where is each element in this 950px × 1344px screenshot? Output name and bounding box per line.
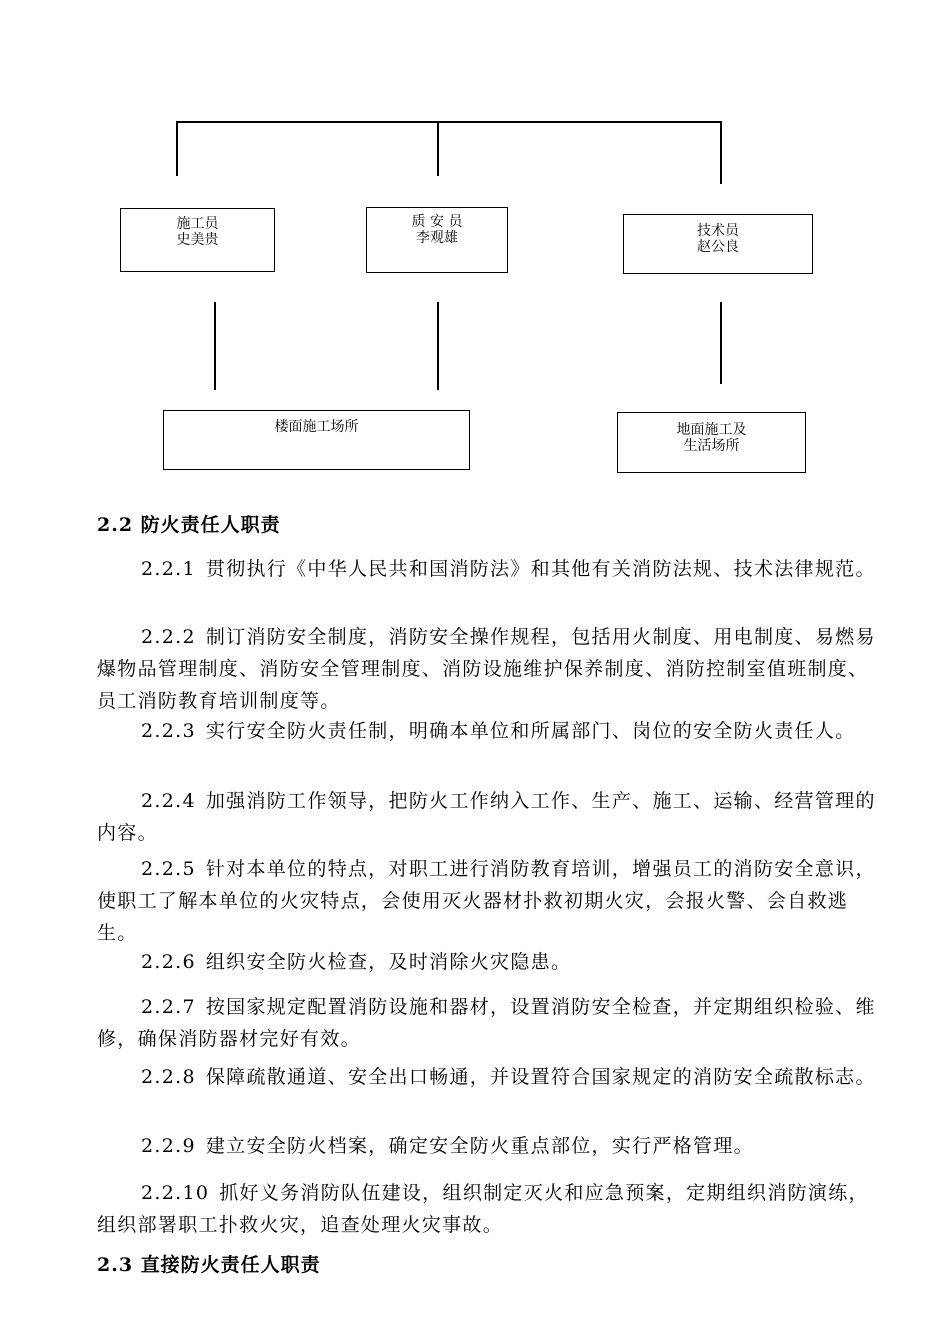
clause-number: 2.2.5 bbox=[141, 858, 196, 880]
connector-left-drop bbox=[176, 121, 178, 176]
clause-number: 2.2.6 bbox=[141, 951, 196, 973]
clause-2-2-5 bbox=[97, 853, 887, 949]
clause-2-2-7 bbox=[97, 991, 887, 1055]
clause-text: 按国家规定配置消防设施和器材，设置消防安全检查，并定期组织检验、维修，确保消防器材完好有效。 bbox=[97, 996, 876, 1050]
section-heading-2-3: 2.3 直接防火责任人职责 bbox=[97, 1254, 321, 1276]
clause-number: 2.2.10 bbox=[141, 1182, 210, 1204]
org-box-person: 李观雄 bbox=[416, 230, 458, 246]
clause-number: 2.2.2 bbox=[141, 626, 196, 648]
clause-2-2-6 bbox=[97, 946, 571, 978]
clause-number: 2.2.3 bbox=[141, 720, 196, 742]
clause-text: 建立安全防火档案，确定安全防火重点部位，实行严格管理。 bbox=[205, 1135, 754, 1157]
clause-2-2-10 bbox=[97, 1177, 887, 1241]
org-box-quality-safety bbox=[366, 207, 508, 273]
org-box-person: 赵公良 bbox=[697, 239, 739, 255]
connector-right-drop bbox=[720, 121, 722, 184]
clause-text: 加强消防工作领导，把防火工作纳入工作、生产、施工、运输、经营管理的内容。 bbox=[97, 790, 876, 844]
clause-text: 抓好义务消防队伍建设，组织制定灭火和应急预案，定期组织消防演练，组织部署职工扑救火灾，追查处理火灾事故。 bbox=[97, 1182, 869, 1236]
clause-2-2-9 bbox=[97, 1130, 754, 1162]
clause-number: 2.2.4 bbox=[141, 790, 196, 812]
clause-2-2-4 bbox=[97, 785, 887, 849]
clause-number: 2.2.8 bbox=[141, 1066, 196, 1088]
clause-number: 2.2.9 bbox=[141, 1135, 196, 1157]
site-box-ground-living bbox=[617, 412, 806, 473]
clause-number: 2.2.7 bbox=[141, 996, 196, 1018]
connector-right-lower bbox=[720, 302, 722, 384]
org-box-title: 施工员 bbox=[176, 216, 219, 232]
clause-text: 制订消防安全制度，消防安全操作规程，包括用火制度、用电制度、易燃易爆物品管理制度、消防安全管理制度、消防设施维护保养制度、消防控制室值班制度、员工消防教育培训制度等。 bbox=[97, 626, 876, 712]
org-box-title: 技术员 bbox=[697, 223, 739, 239]
clause-text: 保障疏散通道、安全出口畅通，并设置符合国家规定的消防安全疏散标志。 bbox=[205, 1066, 876, 1088]
site-box-line1: 楼面施工场所 bbox=[274, 419, 359, 435]
connector-center-lower bbox=[437, 302, 439, 390]
org-box-title: 质 安 员 bbox=[411, 214, 463, 230]
clause-2-2-1 bbox=[97, 553, 876, 585]
org-box-person: 史美贵 bbox=[176, 232, 219, 248]
site-box-line1: 地面施工及 bbox=[676, 422, 747, 438]
clause-text: 针对本单位的特点，对职工进行消防教育培训，增强员工的消防安全意识，使职工了解本单位的火灾特点，会使用灭火器材扑救初期火灾，会报火警、会自救逃生。 bbox=[97, 858, 876, 944]
clause-text: 实行安全防火责任制，明确本单位和所属部门、岗位的安全防火责任人。 bbox=[205, 720, 856, 742]
connector-top-bar bbox=[176, 121, 721, 123]
clause-2-2-2 bbox=[97, 621, 887, 717]
clause-number: 2.2.1 bbox=[141, 558, 196, 580]
org-box-constructor bbox=[120, 208, 275, 272]
clause-text: 贯彻执行《中华人民共和国消防法》和其他有关消防法规、技术法律规范。 bbox=[205, 558, 876, 580]
org-box-technician bbox=[623, 214, 813, 274]
site-box-floor bbox=[163, 410, 470, 470]
clause-2-2-3 bbox=[97, 715, 855, 747]
connector-center-drop bbox=[437, 123, 439, 176]
connector-left-lower bbox=[214, 302, 216, 390]
clause-2-2-8 bbox=[97, 1061, 876, 1093]
site-box-line2: 生活场所 bbox=[683, 438, 740, 454]
section-heading-2-2: 2.2 防火责任人职责 bbox=[97, 514, 281, 536]
clause-text: 组织安全防火检查，及时消除火灾隐患。 bbox=[205, 951, 572, 973]
